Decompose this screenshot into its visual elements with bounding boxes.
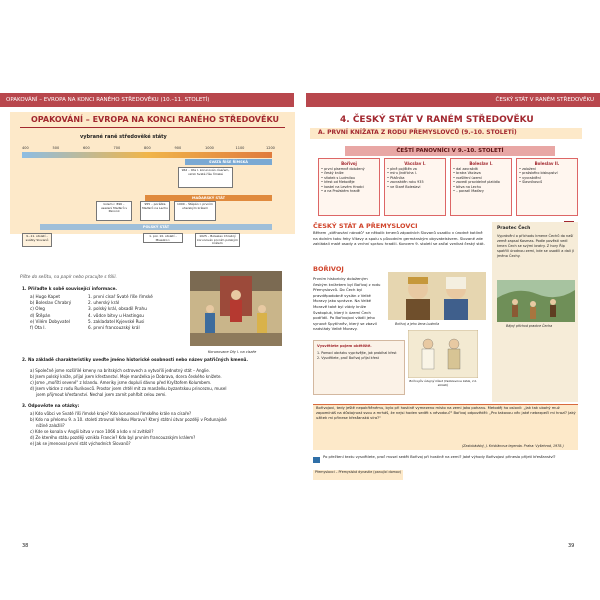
timeline-year-label: 400 [22, 146, 29, 150]
borivoj-ludmila-illustration [388, 272, 486, 320]
timeline-bar-hungary: MAĎARSKÝ STÁT [145, 195, 272, 201]
event-box-962: 962 – Ota I. korunován císařem, vznik Svaté říše římské [178, 167, 233, 188]
ruler-fact: • míru Jindřicha I. [387, 171, 417, 176]
ruler-fact: • pražského biskupství [519, 171, 558, 176]
event-box-1000: 1000 – Štěpán I. prvním uherským králem [174, 201, 216, 221]
ruler-fact: • křest od Metoděje [321, 180, 355, 185]
ruler-column [516, 158, 578, 216]
ruler-name: Vácslav I. [404, 161, 426, 166]
glossary-footer: Přemyslovci – Přemyslská dynastie (panující domov) [313, 470, 403, 480]
event-box-955: 955 – porážka Maďarů na Lechu [140, 201, 170, 221]
ruler-fact: • a na Pražském hradě [321, 189, 360, 194]
q3-list: a) Kdo vůbci ve Svaté říši římské kraje? Kdo korunoval římského krále na císaře? b) Kdo na přelomu 9. a 10. století ztrovnal Velkou Moravu? Který státní útvar později v Podunajské nížině založili? c) Kde se konala v Anglii bitva v roce 1066 a kdo v ní zvítězil? d) Ze kterého státu později vznikla Francie? Kdo byl prvním francouzským králem? e) Jak se jmenoval první stát východních Slovanů? [30, 411, 227, 446]
ruler-fact: • ve Staré Boleslavi [387, 184, 421, 189]
coronation-illustration [190, 271, 282, 346]
ruler-fact: • kostel na Levém Hradci [321, 184, 364, 189]
cech-caption: Bájný příchod praotce Čecha [506, 324, 553, 328]
timeline-year-label: 900 [174, 146, 182, 150]
right-running-header: ČESKÝ STÁT V RANÉM STŘEDOVĚKU [306, 93, 600, 107]
ruler-fact: • zavražděn roku 935 [387, 180, 424, 185]
subheading-borivoj: BOŘIVOJ [313, 265, 344, 273]
subheading-czech-state: ČESKÝ STÁT A PŘEMYSLOVCI [313, 222, 418, 230]
ruler-name: Boleslav II. [534, 161, 560, 166]
ruler-fact: • – porazil Maďary [453, 189, 484, 194]
timeline-year-label: 1100 [235, 146, 245, 150]
timeline-bar-hre: SVATÁ ŘÍŠE ŘÍMSKÁ [185, 159, 272, 165]
quote-text: Bořivojovi, tedy ještě nepokřtěnému, bylo při hostině vymezeno místo na zemi jako pohanu. Metoděj ho oslovil: „Jak tak ubohý muž zapomínáš na důstojnost svou a mrháš, že nejsi hoden sedět s vévodou?" Bořivoj odpověděl: „Pro takovou věc jaké nebezpečí mi hrozí? Jaký užitek mi přinese křesťanská víra?" [316, 406, 576, 421]
ruler-fact: • plně pojištěn za [387, 167, 417, 171]
question-1: 1. Přiřaďte k sobě související informace. [22, 286, 118, 291]
book-icon [313, 457, 320, 463]
ruler-fact: • založení [519, 167, 536, 171]
timeline-bar-poland: POLSKÝ STÁT [40, 224, 272, 230]
event-box-1025: 1025 – Boleslav Chrabrý korunován prvním polským králem [195, 233, 240, 247]
borivoj-caption: Bořivoj a jeho žena Ludmila [395, 322, 440, 326]
ruler-fact: • český kníže [321, 171, 344, 176]
ruler-fact: • bitva na Lechu [453, 184, 482, 189]
instruction: Píšte do sešitu, na papír nebo pracujte s fólií. [20, 275, 117, 280]
ruler-fact: • sňatek s Ludmilou [321, 175, 355, 180]
section-a-heading: A. PRVNÍ KNÍŽATA Z RODU PŘEMYSLOVCŮ (9.–10. STOLETÍ) [318, 129, 517, 136]
right-page-number: 39 [568, 543, 575, 549]
left-page-title: OPAKOVÁNÍ – EVROPA NA KONCI RANÉHO STŘEDOVĚKU [30, 115, 280, 124]
timeline-year-label: 700 [113, 146, 121, 150]
left-page-number: 38 [22, 543, 29, 549]
ruler-fact: • rozšíření území [453, 175, 482, 180]
timeline-year-label: 800 [144, 146, 151, 150]
ruler-column [318, 158, 380, 216]
ruler-name: Bořivoj [341, 161, 357, 166]
timeline-year-label: 1200 [266, 146, 275, 150]
task-box [313, 340, 405, 395]
timeline-year-label: 500 [52, 146, 60, 150]
sidebar-text: Vyprávění o příchodu kmene Čechů do naší země zapsal Kosmas. Podle pověsti vedl kmen Čech se svými bratry. Z hory Říp spatřili úrodnou zemi, kde se usadili a dali jí jméno Čechy. [497, 234, 574, 258]
ruler-name: Boleslav I. [469, 161, 493, 166]
ruler-fact: • zavedl pravidelné platidlo [453, 180, 500, 185]
event-box-896: kolem r. 896 – usazení Maďarů v Panonii [96, 201, 132, 221]
left-running-header: OPAKOVÁNÍ – EVROPA NA KONCI RANÉHO STŘEDOVĚKU (10.–11. STOLETÍ) [0, 93, 294, 107]
ruler-column [450, 158, 512, 216]
timeline-axis [22, 152, 272, 158]
event-box-mieszko: 1. pol. 10. století – Mieszko I. [143, 233, 183, 243]
ruler-fact: • Ptáčníka [387, 175, 405, 180]
ruler-fact: • dal zavraždit [453, 167, 478, 171]
timeline-title: vybrané raně středověké státy [80, 134, 167, 140]
ruler-fact: • vyvraždění [519, 175, 541, 180]
question-2: 2. Na základě charakteristiky uveďte jméno historické osobnosti nebo název patřičných kmenů. [22, 357, 249, 362]
right-page-title: 4. ČESKÝ STÁT V RANÉM STŘEDOVĚKU [340, 115, 534, 125]
quote-source: (Zaslobádský, J. Kristiánova legenda. Praha: Vyšehrad, 1978.) [462, 444, 564, 448]
rulers-table-title: ČEŠTÍ PANOVNÍCI V 9.–10. STOLETÍ [345, 146, 555, 156]
q2-list: a) Společně jsme rozšířilé kmeny na britských ostrovech a vytvořili jednotný stát – Anglie. b) Jsem polský kníže, přijal jsem křesťanství. Moje manželka je Dobrava, dcera českého knížete. c) Jsme „mořští sevené" z Islandu. Ameriky jsme dopluli dávno před Kryštofem Kolumbem. d) Jsem vládce z rodu Rurikovců. Prostor jsem chtěl mít za manželku byzantskou princeznu, musel jsem přijmout křesťanství. Nechal jsem zarnit pohřbít celou zemi. [30, 368, 227, 397]
timeline-year-label: 1000 [205, 146, 214, 150]
sidebar-title: Praotec Čech [497, 226, 531, 231]
event-box-slavs: 9.–11. století – svátky Slovanů [22, 233, 52, 247]
ruler-fact: • první písemně doložený [321, 167, 365, 171]
timeline-year-label: 600 [83, 146, 90, 150]
ruler-fact: • Slavníkovců [519, 180, 543, 185]
intro-paragraph: Během „stěhování národů" se několik kmenů západních Slovanů usadilo v úrodné kotlině na dolním toku řeky Vltavy a spolu s původním germánským obyvatelstvem. Slované zde zakládali malé osady a vrchní správu hradili. Koncem 9. století se začal vznikat český stát. [313, 230, 485, 247]
baptism-illustration [408, 330, 478, 378]
q1-right-list: 1. první císař Svaté říše římské 2. uherský král 3. polský král, obsadil Prahu 4. vůdce bitvy u Hastingsu 5. zakladatel Kyjevské Rusi 6. první francouzský král [88, 294, 153, 331]
baptism-caption: Bořivojův údajný křest (Velislavova bible, 14. století) [409, 379, 477, 387]
task-heading: Vysvětlete pojem obětiště. [317, 344, 372, 348]
question-3: 3. Odpovězte na otázky: [22, 403, 80, 408]
borivoj-paragraph: Prvním historicky doloženým českým knížetem byl Bořivoj z rodu Přemyslovců. Do Čech byl pravděpodobně vyslán z Velké Moravy jako správce. Na Velké Moravě také byl vlády kníže Svatopluk, který k území Čech podřídil. Po Bořivojovi vládli jeho synové Spytihněv, který se zbavil nadvlády Velké Moravy. [313, 276, 381, 332]
praotec-cech-illustration [497, 280, 575, 322]
coronation-caption: Korunovace Oty I. na císaře [208, 350, 257, 354]
task-list: 1. Pomocí obrázku vyprávějte, jak probíhal křest 2. Vysvětlete, proč Bořivoj přijal křest [317, 351, 397, 360]
q1-left-list: a) Hugo Kapet b) Boleslav Chrabrý c) Oleg d) Štěpán e) Vilém Dobyvatel f) Ota I. [30, 294, 72, 331]
final-question: Po přečtení textu vysvětlete, proč musel sedět Bořivoj při hostině na zemi? Jaké výhody Bořivojovi přineslo přijetí křesťanství? [323, 455, 556, 459]
ruler-fact: • bratra Václava [453, 171, 481, 176]
ruler-column [384, 158, 446, 216]
